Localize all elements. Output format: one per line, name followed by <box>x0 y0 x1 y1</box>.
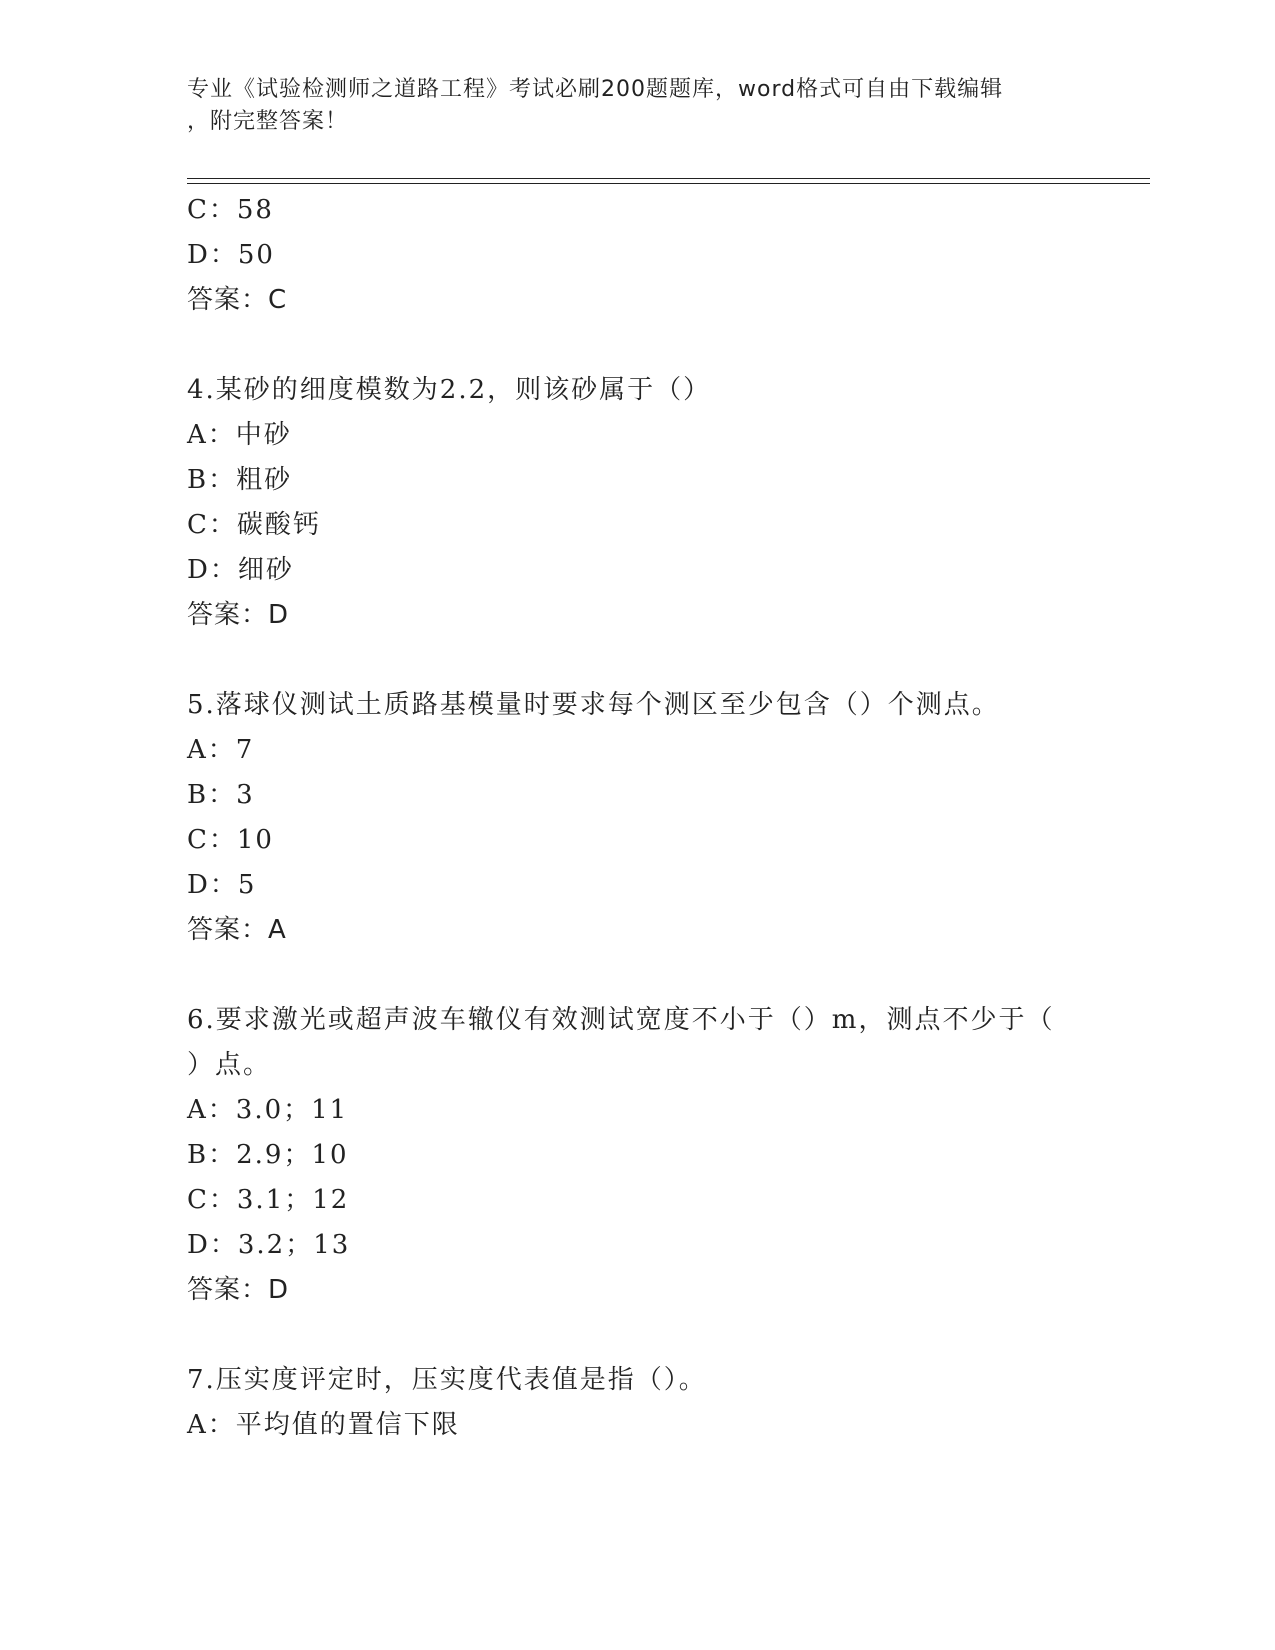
question-4-option-a: A：中砂 <box>187 420 292 450</box>
question-6-text-line-1: 6.要求激光或超声波车辙仪有效测试宽度不小于（）m，测点不少于（ <box>187 1005 1055 1035</box>
question-6-text-line-2: ）点。 <box>187 1050 272 1080</box>
question-4-option-d: D：细砂 <box>187 555 294 585</box>
question-4-text: 4.某砂的细度模数为2.2，则该砂属于（） <box>187 375 712 405</box>
question-5-option-d: D：5 <box>187 870 257 900</box>
question-6-option-b: B：2.9；10 <box>187 1140 349 1170</box>
question-6-option-d: D：3.2；13 <box>187 1230 351 1260</box>
option-c: C：58 <box>187 195 274 225</box>
document-header <box>187 74 1067 138</box>
question-7-option-a: A：平均值的置信下限 <box>187 1410 460 1440</box>
answer-label: 答案：C <box>187 285 288 315</box>
question-5-option-a: A：7 <box>187 735 255 765</box>
question-6-option-a: A：3.0；11 <box>187 1095 349 1125</box>
question-5-text: 5.落球仪测试土质路基模量时要求每个测区至少包含（）个测点。 <box>187 690 1000 720</box>
question-4-answer: 答案：D <box>187 600 290 630</box>
question-7-text: 7.压实度评定时，压实度代表值是指（）。 <box>187 1365 707 1395</box>
question-5-answer: 答案：A <box>187 915 287 945</box>
header-divider-bottom <box>187 183 1150 184</box>
question-5-option-b: B：3 <box>187 780 255 810</box>
header-title-line-1: 专业《试验检测师之道路工程》考试必刷200题题库，word格式可自由下载编辑 <box>187 77 1004 102</box>
header-title-line-2: ，附完整答案！ <box>187 109 349 134</box>
question-4-option-b: B：粗砂 <box>187 465 293 495</box>
question-5-option-c: C：10 <box>187 825 274 855</box>
question-6-option-c: C：3.1；12 <box>187 1185 350 1215</box>
question-6-answer: 答案：D <box>187 1275 290 1305</box>
question-4-option-c: C：碳酸钙 <box>187 510 321 540</box>
option-d: D：50 <box>187 240 275 270</box>
header-divider-top <box>187 178 1150 179</box>
